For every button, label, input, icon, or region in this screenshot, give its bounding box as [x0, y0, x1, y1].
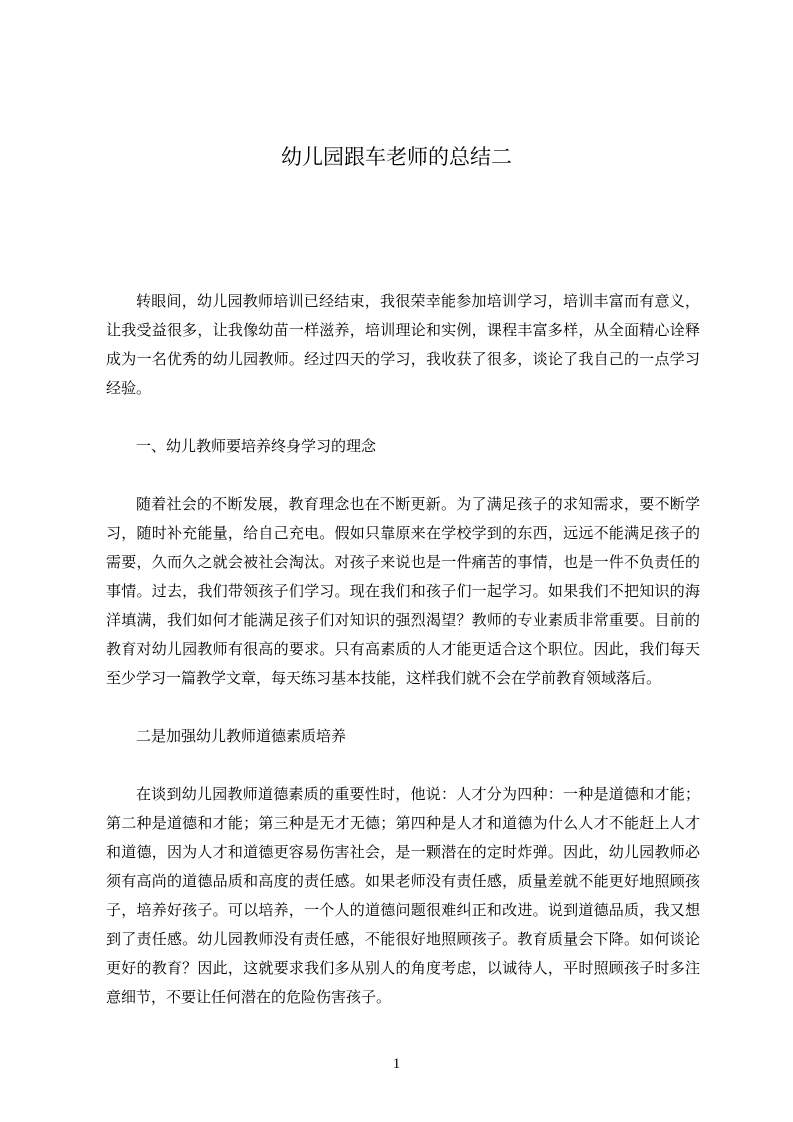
paragraph-moral-quality: 在谈到幼儿园教师道德素质的重要性时，他说：人才分为四种：一种是道德和才能；第二种是道德和才能；第三种是无才无德；第四种是人才和道德为什么人才不能赶上人才和道德，因为人才和道德更容易伤害社会，是一颗潜在的定时炸弹。因此，幼儿园教师必须有高尚的道德品质和高度的责任感。如果老师没有责任感，质量差就不能更好地照顾孩子，培养好孩子。可以培养，一个人的道德问题很难纠正和改进。说到道德品质，我又想到了责任感。幼儿园教师没有责任感，不能很好地照顾孩子。教育质量会下降。如何谈论更好的教育？因此，这就要求我们多从别人的角度考虑，以诚待人，平时照顾孩子时多注意细节，不要让任何潜在的危险伤害孩子。: [106, 785, 700, 1006]
section-heading-lifelong-learning: 一、幼儿教师要培养终身学习的理念: [136, 437, 377, 455]
paragraph-intro: 转眼间，幼儿园教师培训已经结束，我很荣幸能参加培训学习，培训丰富而有意义，让我受益很多，让我像幼苗一样滋养，培训理论和实例，课程丰富多样，从全面精心诠释成为一名优秀的幼儿园教师。经过四天的学习，我收获了很多，谈论了我自己的一点学习经验。: [106, 292, 700, 397]
document-body: [106, 287, 700, 1012]
paragraph-lifelong-learning: 随着社会的不断发展，教育理念也在不断更新。为了满足孩子的求知需求，要不断学习，随时补充能量，给自己充电。假如只靠原来在学校学到的东西，远远不能满足孩子的需要，久而久之就会被社会淘汰。对孩子来说也是一件痛苦的事情，也是一件不负责任的事情。过去，我们带领孩子们学习。现在我们和孩子们一起学习。如果我们不把知识的海洋填满，我们如何才能满足孩子们对知识的强烈渴望？教师的专业素质非常重要。目前的教育对幼儿园教师有很高的要求。只有高素质的人才能更适合这个职位。因此，我们每天至少学习一篇教学文章，每天练习基本技能，这样我们就不会在学前教育领域落后。: [106, 495, 700, 687]
page-number: 1: [392, 1056, 401, 1072]
section-heading-moral-quality: 二是加强幼儿教师道德素质培养: [136, 727, 347, 745]
document-title: 幼儿园跟车老师的总结二: [281, 145, 512, 169]
